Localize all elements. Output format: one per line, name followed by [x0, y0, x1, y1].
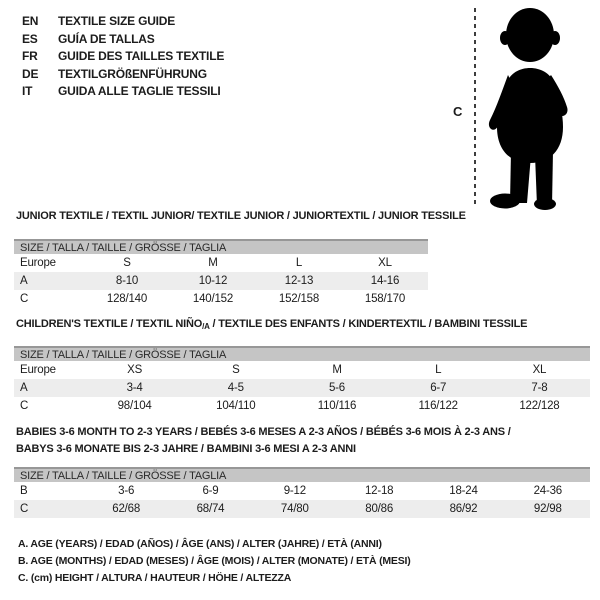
table-row [14, 397, 590, 415]
table-row [14, 290, 428, 308]
lang-row-en [22, 13, 224, 31]
row-label: C [20, 400, 29, 412]
cell: 6-9 [202, 485, 219, 497]
cell: XL [532, 364, 547, 376]
row-label: A [20, 275, 28, 287]
cell: 3-4 [126, 382, 143, 394]
table-row [14, 272, 428, 290]
section-title-babies-line2: BABYS 3-6 MONATE BIS 2-3 JAHRE / BAMBINI 3-6 MESI A 2-3 ANNI [16, 443, 356, 455]
cell: 3-6 [118, 485, 135, 497]
cell: 128/140 [106, 293, 148, 305]
lang-label: GUIDE DES TAILLES TEXTILE [58, 49, 225, 63]
lang-code: EN [22, 14, 39, 28]
section-title-children [16, 318, 527, 331]
junior-size-table [14, 239, 428, 308]
cell: 98/104 [117, 400, 152, 412]
language-legend [22, 13, 224, 101]
cell: 9-12 [283, 485, 306, 497]
lang-row-es [22, 31, 224, 49]
cell: 4-5 [227, 382, 244, 394]
lang-row-de [22, 66, 224, 84]
cell: 12-13 [284, 275, 314, 287]
row-label: C [20, 503, 29, 515]
lang-code: ES [22, 31, 38, 46]
cell: 122/128 [519, 400, 560, 412]
cell: L [295, 257, 303, 269]
toddler-silhouette-icon [480, 3, 578, 211]
cell: XS [127, 364, 143, 376]
title-text: CHILDREN'S TEXTILE / TEXTIL NIÑO [16, 318, 203, 330]
title-subscript: /A [202, 322, 210, 331]
legend-notes [18, 536, 411, 587]
size-header: SIZE / TALLA / TAILLE / GRÖSSE / TAGLIA [14, 467, 590, 482]
table-row [14, 361, 590, 379]
cell: 12-18 [364, 485, 394, 497]
note-c: C. (cm) HEIGHT / ALTURA / HAUTEUR / HÖHE / ALTEZZA [18, 572, 292, 584]
cell: 10-12 [198, 275, 228, 287]
children-size-table [14, 346, 590, 415]
cell: M [332, 364, 342, 376]
lang-label: TEXTILE SIZE GUIDE [58, 14, 176, 28]
row-label: Europe [20, 257, 56, 269]
height-measure-label: C [453, 104, 463, 119]
cell: 62/68 [112, 503, 141, 515]
cell: 24-36 [533, 485, 563, 497]
lang-row-it [22, 83, 224, 101]
section-title-junior: JUNIOR TEXTILE / TEXTIL JUNIOR/ TEXTILE JUNIOR / JUNIORTEXTIL / JUNIOR TESSILE [16, 210, 466, 222]
cell: 5-6 [328, 382, 346, 394]
cell: S [123, 257, 131, 269]
note-b: B. AGE (MONTHS) / EDAD (MESES) / ÂGE (MOIS) / ALTER (MONATE) / ETÀ (MESI) [18, 555, 411, 567]
row-label: A [20, 382, 28, 394]
cell: 74/80 [280, 503, 309, 515]
cell: L [435, 364, 442, 376]
row-label: Europe [20, 364, 56, 376]
cell: 8-10 [115, 275, 139, 287]
table-row [14, 500, 590, 518]
lang-label: GUÍA DE TALLAS [58, 31, 155, 46]
table-row [14, 254, 428, 272]
cell: 104/110 [216, 400, 256, 412]
size-header: SIZE / TALLA / TAILLE / GRÖSSE / TAGLIA [14, 346, 590, 361]
note-a: A. AGE (YEARS) / EDAD (AÑOS) / ÂGE (ANS) / ALTER (JAHRE) / ETÀ (ANNI) [18, 538, 382, 550]
table-row [14, 482, 590, 500]
cell: 68/74 [196, 503, 225, 515]
section-title-babies-line1: BABIES 3-6 MONTH TO 2-3 YEARS / BEBÉS 3-6 MESES A 2-3 AÑOS / BÉBÉS 3-6 MOIS À 2-3 ANS / [16, 426, 511, 438]
lang-code: DE [22, 66, 39, 81]
cell: 110/116 [317, 400, 357, 412]
cell: M [208, 257, 218, 269]
title-text: / TEXTILE DES ENFANTS / KINDERTEXTIL / BAMBINI TESSILE [209, 318, 528, 330]
cell: 6-7 [430, 382, 447, 394]
babies-size-table [14, 467, 590, 518]
size-header: SIZE / TALLA / TAILLE / GRÖSSE / TAGLIA [14, 239, 428, 254]
cell: 116/122 [418, 400, 458, 412]
lang-code: FR [22, 49, 38, 63]
cell: 86/92 [449, 503, 478, 515]
cell: S [232, 364, 240, 376]
cell: 18-24 [449, 485, 478, 497]
cell: 140/152 [192, 293, 234, 305]
table-row [14, 379, 590, 397]
row-label: C [20, 293, 29, 305]
cell: 92/98 [533, 503, 562, 515]
row-label: B [20, 485, 28, 497]
cell: 80/86 [365, 503, 394, 515]
lang-label: GUIDA ALLE TAGLIE TESSILI [58, 84, 221, 98]
cell: 152/158 [278, 293, 320, 305]
lang-code: IT [22, 84, 33, 98]
cell: XL [378, 257, 392, 269]
cell: 158/170 [364, 293, 406, 305]
lang-label: TEXTILGRÖßENFÜHRUNG [58, 66, 207, 81]
height-measure-dashed-line [474, 8, 476, 206]
lang-row-fr [22, 48, 224, 66]
cell: 7-8 [531, 382, 548, 394]
cell: 14-16 [370, 275, 400, 287]
